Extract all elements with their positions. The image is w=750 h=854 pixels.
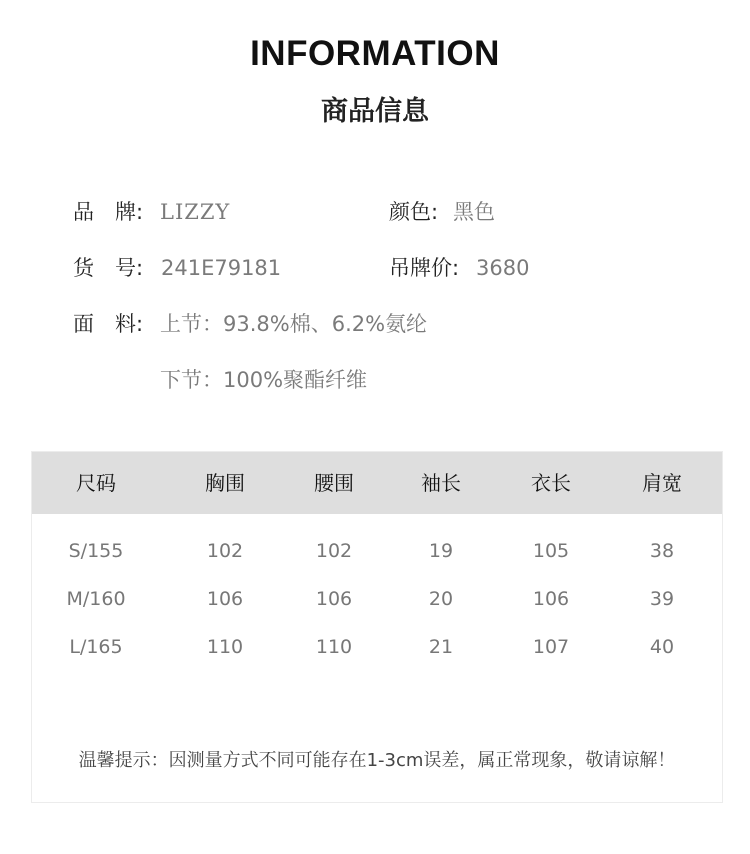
info-row-fabric-2 (0, 365, 750, 395)
table-cell: 19 (428, 540, 454, 562)
table-cell: L/165 (69, 636, 123, 658)
column-header-chest: 胸围 (205, 471, 245, 495)
fabric-bottom-value: 下节：100%聚酯纤维 (160, 368, 368, 392)
size-table (31, 451, 723, 803)
table-cell: 102 (315, 540, 353, 562)
column-header-shoulder: 肩宽 (642, 471, 682, 495)
price-label: 吊牌价: (389, 256, 460, 280)
size-table-header (32, 452, 722, 514)
color-value: 黑色 (453, 200, 495, 224)
info-row-brand (0, 197, 750, 227)
table-cell: 21 (428, 636, 454, 658)
page-title-cn: 商品信息 (321, 96, 429, 127)
info-row-sku (0, 253, 750, 283)
table-cell: 106 (206, 588, 244, 610)
table-cell: 40 (649, 636, 675, 658)
sku-label: 货 号: (73, 256, 144, 280)
fabric-top-value: 上节：93.8%棉、6.2%氨纶 (160, 312, 428, 336)
table-cell: 38 (649, 540, 675, 562)
measurement-note: 温馨提示：因测量方式不同可能存在1-3cm误差，属正常现象，敬请谅解！ (78, 750, 676, 771)
sku-value: 241E79181 (161, 256, 282, 280)
page-title-en: INFORMATION (250, 34, 500, 73)
brand-value: LIZZY (160, 200, 231, 224)
table-cell: 106 (532, 588, 570, 610)
info-row-fabric (0, 309, 750, 339)
table-cell: S/155 (68, 540, 124, 562)
table-cell: 110 (206, 636, 244, 658)
table-cell: 102 (206, 540, 244, 562)
column-header-sleeve: 袖长 (421, 471, 461, 495)
table-cell: 110 (315, 636, 353, 658)
table-cell: 106 (315, 588, 353, 610)
table-cell: 39 (649, 588, 675, 610)
column-header-waist: 腰围 (314, 471, 354, 495)
column-header-size: 尺码 (76, 471, 116, 495)
table-cell: 20 (428, 588, 454, 610)
color-label: 颜色: (389, 200, 439, 224)
column-header-length: 衣长 (531, 471, 571, 495)
table-cell: 105 (532, 540, 570, 562)
table-cell: M/160 (66, 588, 126, 610)
brand-label: 品 牌: (73, 200, 144, 224)
table-cell: 107 (532, 636, 570, 658)
fabric-label: 面 料: (73, 312, 144, 336)
price-value: 3680 (476, 256, 530, 280)
